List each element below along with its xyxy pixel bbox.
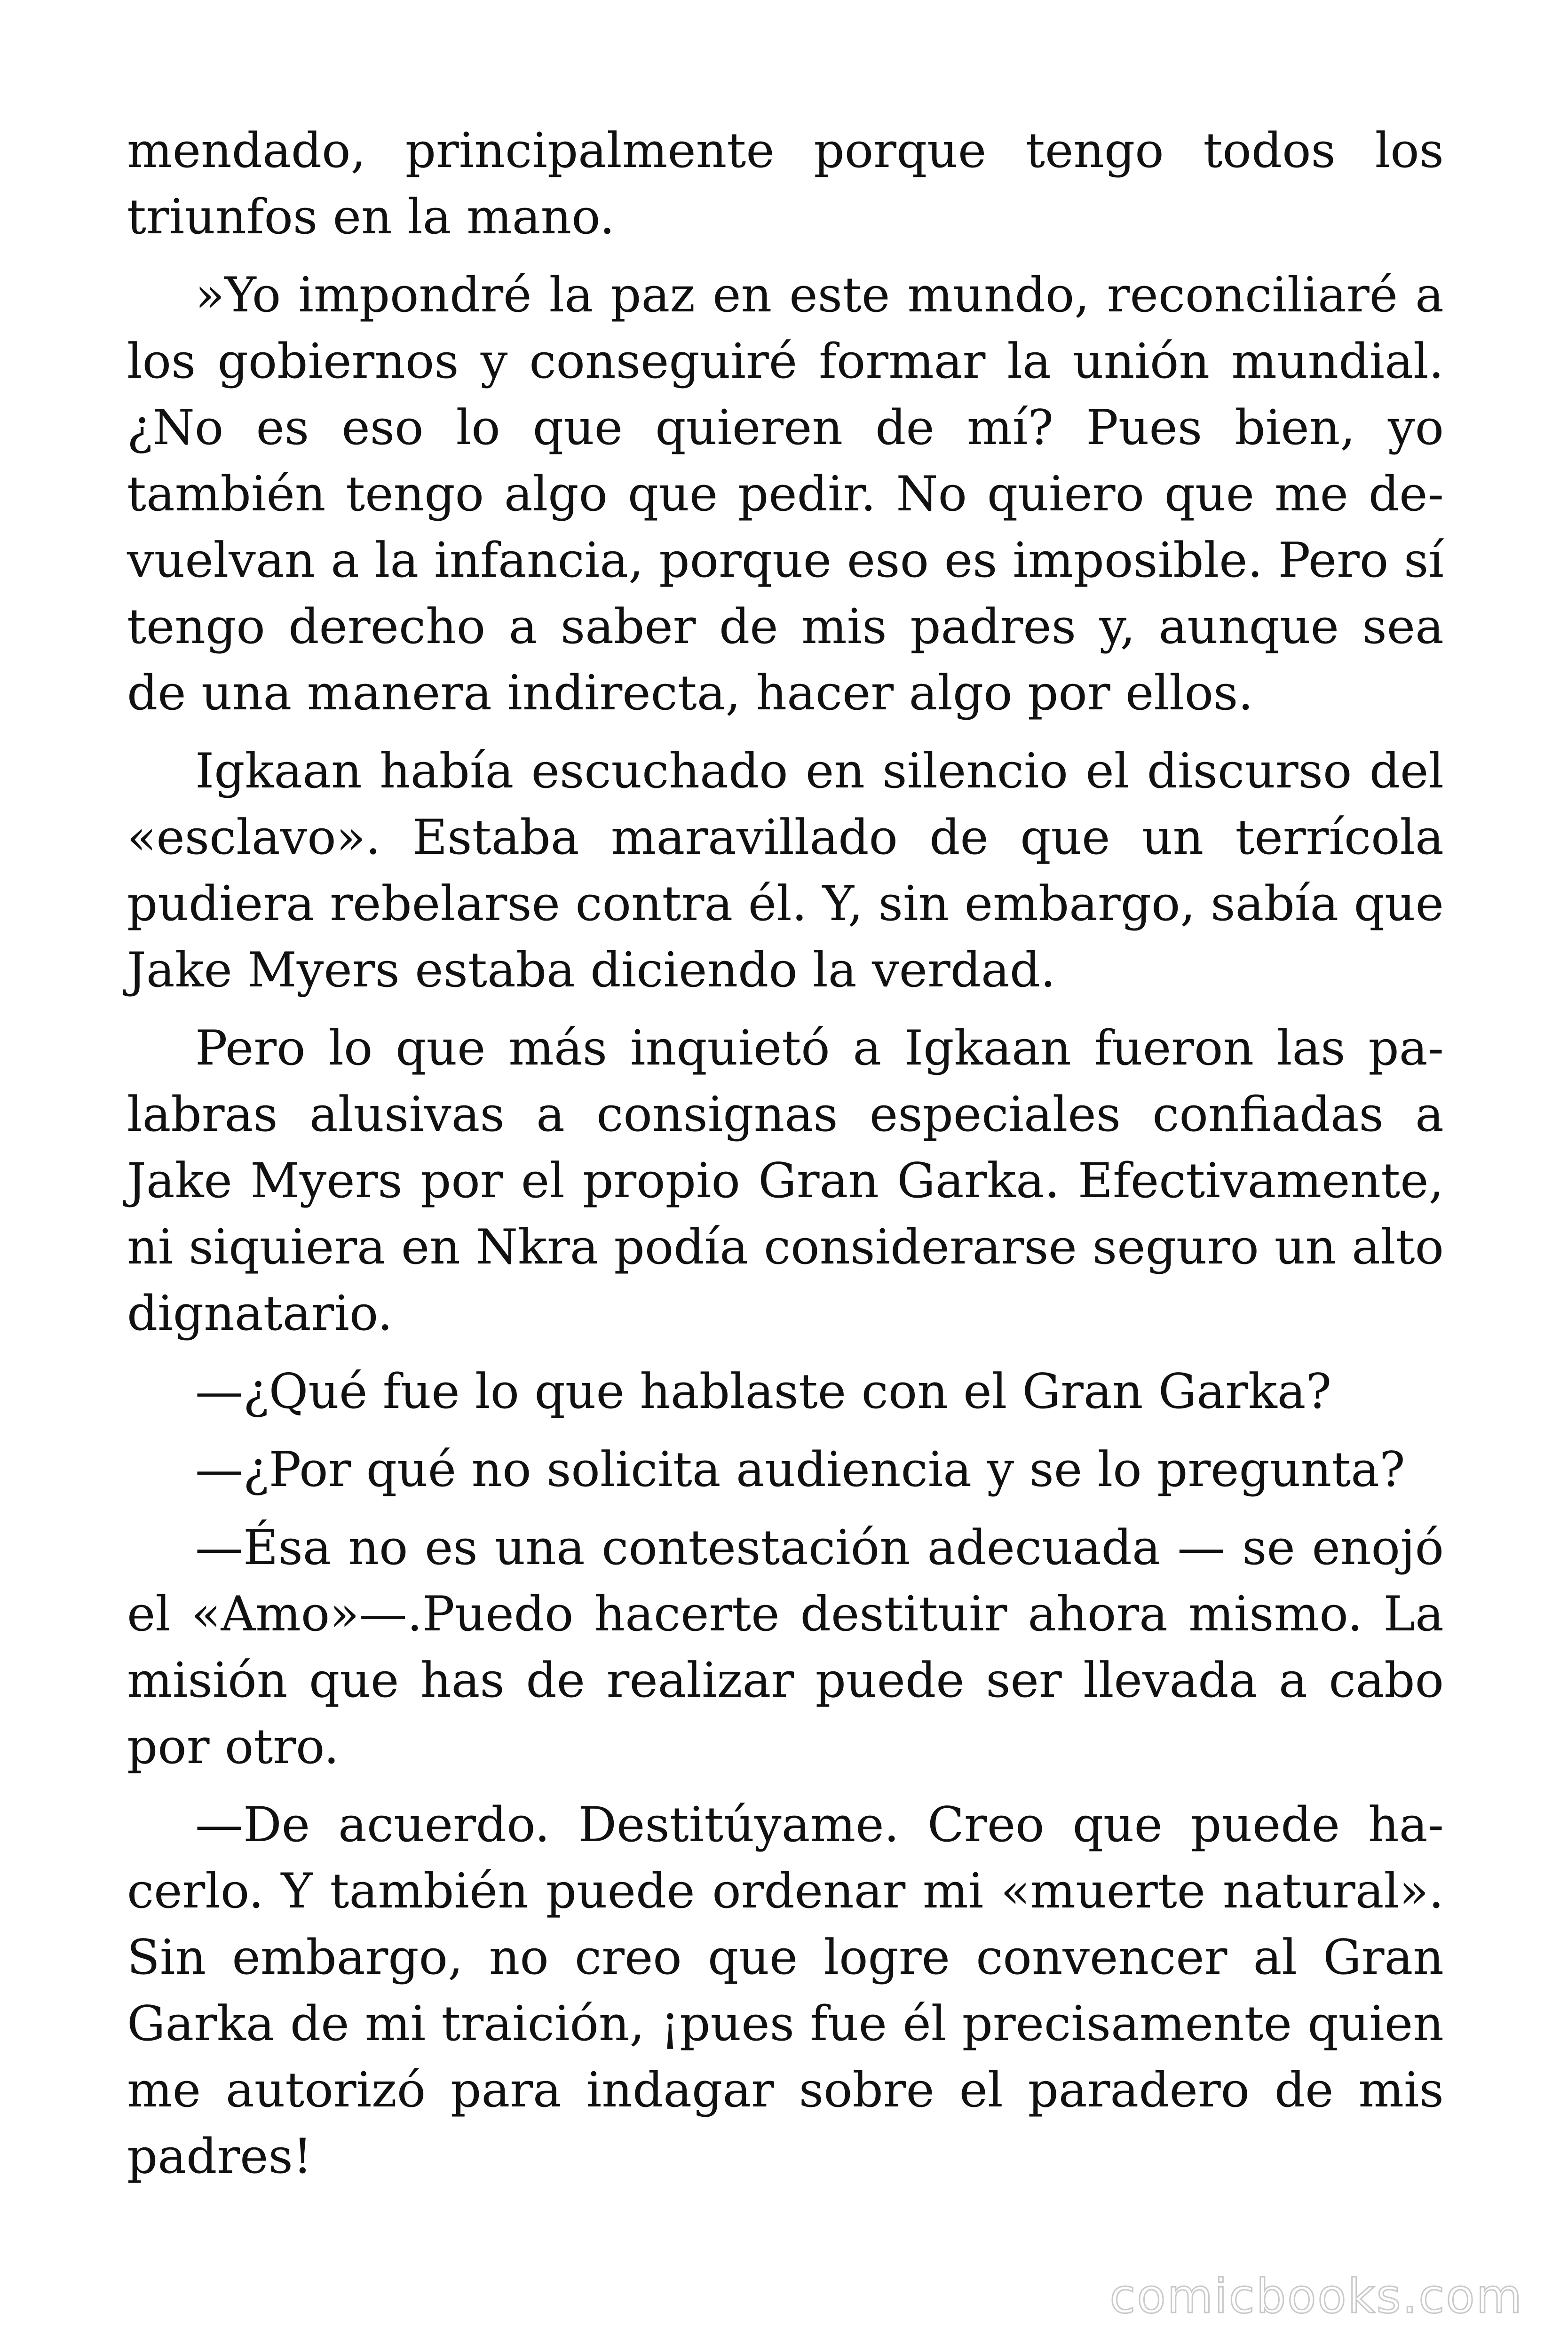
dialogue-line: —¿Qué fue lo que hablaste con el Gran Garka? (195, 1364, 1332, 1420)
paragraph-speech-quote: »Yo impondré la paz en este mundo, reconciliaré a los gobiernos y conseguiré formar la unión mundial. ¿No es eso lo que quieren de mí? Pues bien, yo también tengo algo que pedir. No quiero que me devuelvan a la infancia, porque eso es imposible. Pero sí tengo derecho a saber de mis padres y, aunque sea de una manera indirecta, hacer algo por ellos. (127, 267, 1444, 721)
dialogue-line: —De acuerdo. Destitúyame. Creo que puede hacerlo. Y también puede ordenar mi «muerte natural». Sin embargo, no creo que logre convencer al Gran Garka de mi traición, ¡pues fue él precisamente quien me autorizó para indagar sobre el paradero de mis padres! (127, 1797, 1444, 2185)
paragraph-narration-gran-garka: Pero lo que más inquietó a Igkaan fueron las palabras alusivas a consignas especiales confiadas a Jake Myers por el propio Gran Garka. Efectivamente, ni siquiera en Nkra podía considerarse seguro un alto dignatario. (127, 1020, 1444, 1342)
watermark: comicbooks.com (1109, 2269, 1523, 2324)
paragraph-continuation: mendado, principalmente porque tengo todos los triunfos en la mano. (127, 123, 1444, 245)
dialogue-line: —Ésa no es una contestación adecuada — se enojó el «Amo»—.Puedo hacerte destituir ahora mismo. La misión que has de realizar puede ser llevada a cabo por otro. (127, 1520, 1444, 1775)
book-page-text (127, 118, 1444, 2201)
paragraph-narration-igkaan: Igkaan había escuchado en silencio el discurso del «esclavo». Estaba maravillado de que un terrícola pudiera rebelarse contra él. Y, sin embargo, sabía que Jake Myers estaba diciendo la verdad. (127, 743, 1444, 998)
dialogue-line: —¿Por qué no solicita audiencia y se lo pregunta? (195, 1442, 1405, 1498)
